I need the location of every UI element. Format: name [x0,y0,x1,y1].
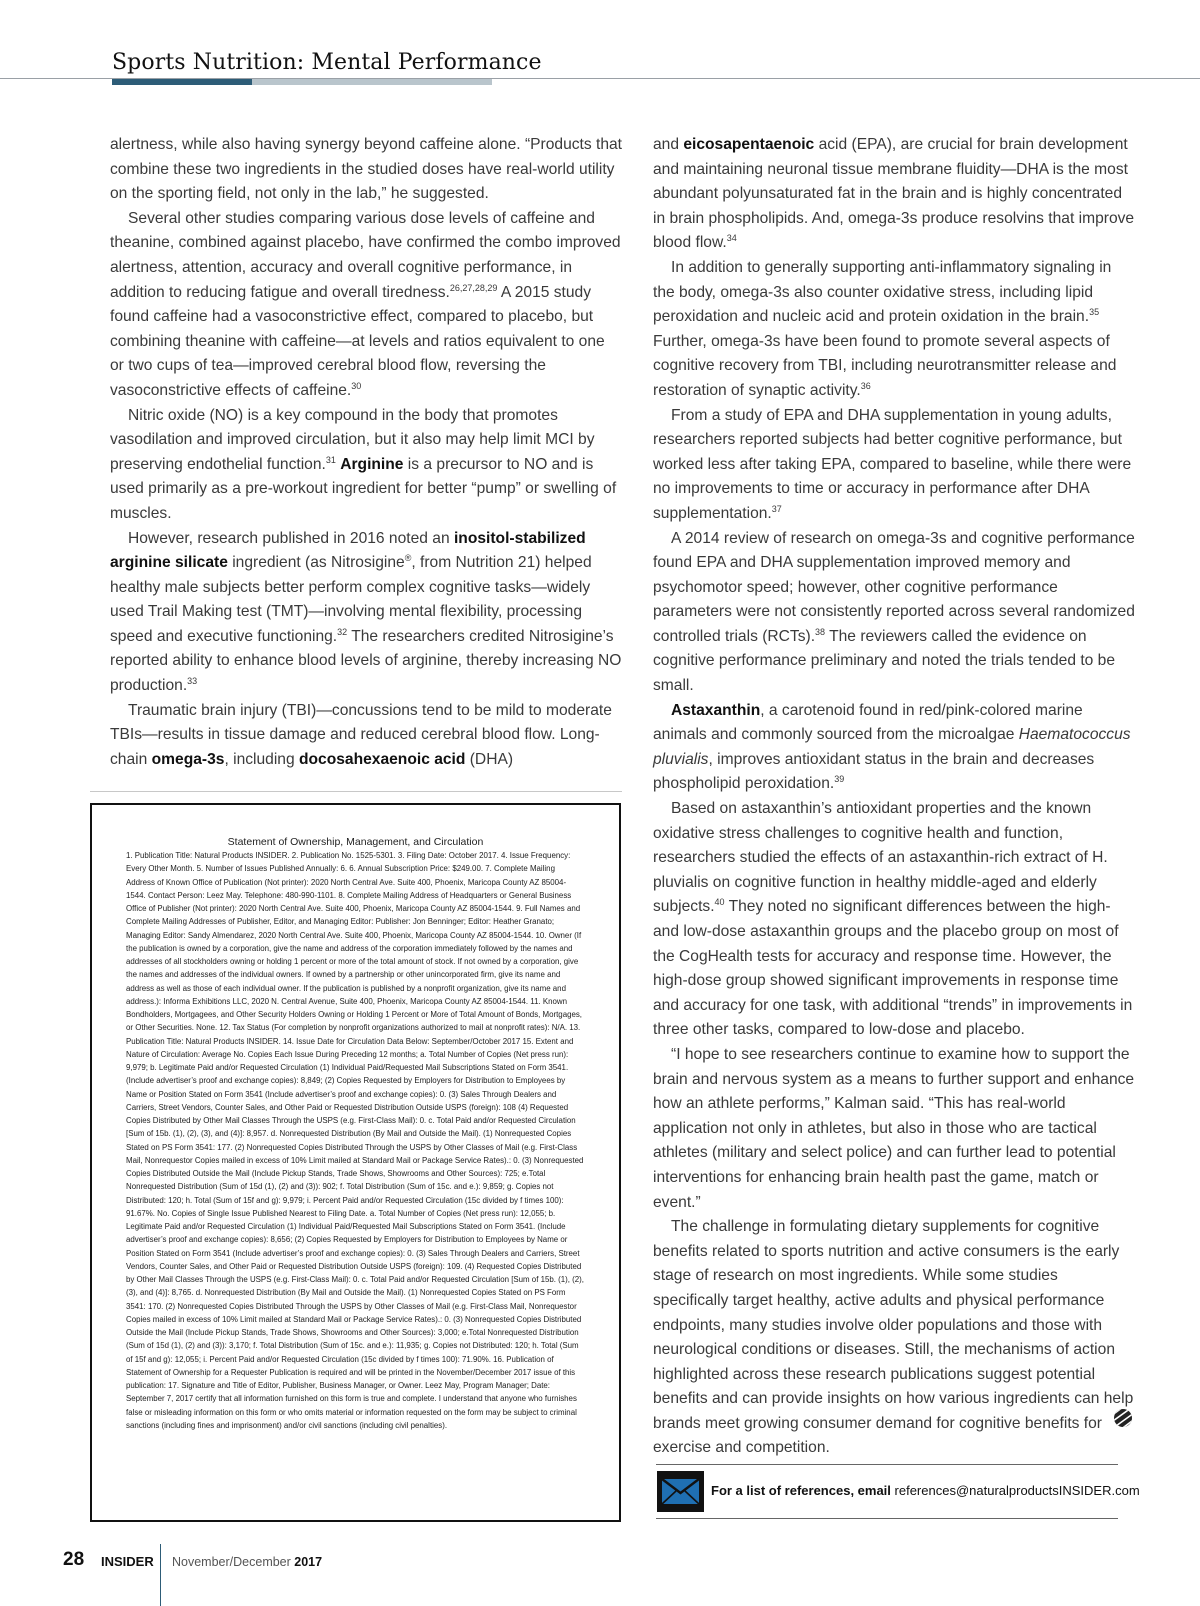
article-paragraph [653,1215,1136,1461]
bold-term: eicosapentaenoic [683,136,815,153]
citation-superscript: 37 [771,503,782,514]
references-email-link[interactable]: references@naturalproductsINSIDER.com [894,1483,1140,1498]
text-run: They noted no significant differences between the high- and low-dose astaxanthin groups and the placebo group on most of the CogHealth tests for accuracy and response time. However, the high-dose group showed significant improvements in response time and accuracy for one task, with additional “trends” in improvements in three other tasks, compared to low-dose and placebo. [653,898,1133,1039]
citation-superscript: 38 [815,626,826,637]
text-run: , a carotenoid found in red/pink-colored marine animals and commonly sourced from the microalgae [653,701,1083,744]
envelope-icon [657,1471,704,1512]
citation-superscript: 34 [726,233,737,244]
page-header-title: Sports Nutrition: Mental Performance [112,50,542,75]
column-divider [90,791,622,792]
article-column-right [653,133,1136,1461]
citation-superscript: 31 [325,454,336,465]
article-paragraph [653,256,1136,404]
page-number: 28 [63,1549,85,1570]
text-run: Traumatic brain injury (TBI)—concussions tend to be mild to moderate TBIs—results in tissue damage and reduced cerebral blood flow. Long-chain [110,701,612,768]
text-run: acid (EPA), are crucial for brain development and maintaining neuronal tissue membrane fluidity—DHA is the most abundant polyunsaturated fat in the brain and is highly concentrated in brain phospholipids. And, omega-3s produce resolvins that improve blood flow. [653,136,1135,252]
article-column-left [110,133,622,772]
text-run: (DHA) [465,750,514,768]
text-run: , improves antioxidant status in the brain and decreases phospholipid peroxidation. [653,750,1095,793]
issue-date [172,1555,322,1569]
citation-superscript: 40 [714,897,725,908]
citation-superscript: 32 [337,626,348,637]
article-paragraph [110,404,622,527]
citation-superscript: 39 [834,774,845,785]
text-run: “I hope to see researchers continue to examine how to support the brain and nervous system as a means to further support and enhance how an athlete performs,” Kalman said. “This has real-world application not only in athletes, but also in those who are tactical athletes (military and select police) and can further lead to potential interventions for enhancing brain health past the game, match or event.” [653,1045,1135,1211]
bold-term: docosahexaenoic acid [299,750,466,768]
citation-superscript: 30 [351,380,362,391]
text-run: In addition to generally supporting anti-inflammatory signaling in the body, omega-3s also counter oxidative stress, including lipid peroxidation and nucleic acid and protein oxidation in the brain. [653,258,1112,326]
bold-term: inositol-stabilized arginine silicate [110,529,586,572]
bold-term: Arginine [340,455,404,473]
text-run: The researchers credited Nitrosigine’s reported ability to enhance blood levels of arginine, thereby increasing NO production. [110,627,622,695]
text-run: Based on astaxanthin’s antioxidant properties and the known oxidative stress challenges to cognitive health and function, researchers studied the effects of an astaxanthin-rich extract of H. pluvialis on cognitive function in healthy middle-aged and elderly subjects. [653,800,1108,916]
article-paragraph [653,527,1136,699]
citation-superscript: 33 [187,675,198,686]
text-run: From a study of EPA and DHA supplementation in young adults, researchers reported subjects had better cognitive performance, but worked less after taking EPA, compared to baseline, while there were no improvements to time or accuracy in performance after DHA supplementation. [653,406,1132,522]
citation-superscript: ® [404,552,412,563]
magazine-name: INSIDER [101,1554,154,1569]
article-paragraph [110,699,622,773]
article-paragraph [110,527,622,699]
statement-of-ownership-box [90,803,621,1522]
references-rule-bottom [656,1518,1118,1519]
text-run: A 2014 review of research on omega-3s and cognitive performance found EPA and DHA supplementation improved memory and psychomotor speed; however, other cognitive performance parameters were not consistently reported across several randomized controlled trials (RCTs). [653,529,1135,645]
striped-ball-icon [1113,1408,1133,1428]
citation-superscript: 36 [860,380,871,391]
issue-year: 2017 [294,1555,323,1569]
text-run: Nitric oxide (NO) is a key compound in the body that promotes vasodilation and improved circulation, but it also may help limit MCI by preserving endothelial function. [110,406,595,473]
text-run: , including [224,750,299,768]
text-run: alertness, while also having synergy beyond caffeine alone. “Products that combine these two ingredients in the studied doses have real-world utility on the sporting field, not only in the lab,” he suggested. [110,136,623,203]
bold-term: omega-3s [151,750,225,768]
article-paragraph [653,797,1136,1043]
text-run: A 2015 study found caffeine had a vasoconstrictive effect, compared to placebo, but combining theanine with caffeine—at levels and ratios equivalent to one or two cups of tea—improved cerebral blood flow, reversing the vasoconstrictive effects of caffeine. [110,283,605,399]
statement-body: 1. Publication Title: Natural Products INSIDER. 2. Publication No. 1525-5301. 3. Filing Date: October 2017. 4. Issue Frequency: Every Other Month. 5. Number of Issues Published Annually: 6. 6. Annual Subscription Price: $249.00. 7. Complete Mailing Address of Known Office of Publication (Not printer): 2020 North Central Ave. Suite 400, Phoenix, Maricopa County AZ 85004-1544. Contact Person: Leez May. Telephone: 480-990-1101. 8. Complete Mailing Address of Headquarters or General Business Office of Publisher (Not printer): 2020 North Central Ave. Suite 400, Phoenix, Maricopa County AZ 85004-1544. 9. Full Names and Complete Mailing Addresses of Publisher, Editor, and Managing Editor: Publisher: Jon Benninger; Editor: Heather Granato; Managing Editor: Sandy Almendarez, 2020 North Central Ave. Suite 400, Phoenix, Maricopa County AZ 85004-1544. 10. Owner (If the publication is owned by a corporation, give the name and address of the corporation immediately followed by the names and addresses of all stockholders owning or holding 1 percent or more of the total amount of stock. If not owned by a corporation, give the names and addresses of the individual owners. If owned by a partnership or other unincorporated firm, give its name and address as well as those of each individual owner. If the publication is published by a nonprofit organization, give its name and address.): Informa Exhibitions LLC, 2020 N. Central Avenue, Suite 400, Phoenix, Maricopa County AZ 85004-1544. 11. Known Bondholders, Mortgagees, and Other Security Holders Owning or Holding 1 Percent or More of Total Amount of Bonds, Mortgages, or Other Securities. None. 12. Tax Status (For completion by nonprofit organizations authorized to mail at nonprofit rates): N/A. 13. Publication Title: Natural Products INSIDER. 14. Issue Date for Circulation Data Below: September/October 2017 15. Extent and Nature of Circulation: Average No. Copies Each Issue During Preceding 12 months; a. Total Number of Copies (Net press run): 9,979; b. Legitimate Paid and/or Requested Circulation (1) Individual Paid/Requested Mail Subscriptions Stated on Form 3541. (Include advertiser’s proof and exchange copies): 8,849; (2) Copies Requested by Employers for Distribution to Employees by Name or Position Stated on Form 3541 (Include advertiser’s proof and exchange copies): 0. (3) Sales Through Dealers and Carriers, Street Vendors, Counter Sales, and Other Paid or Requested Distribution Outside USPS (foreign): 108 (4) Requested Copies Distributed by Other Mail Classes Through the USPS (e.g. First-Class Mail): 0. c. Total Paid and/or Requested Circulation [Sum of 15b. (1), (2), (3), and (4)]: 8,957. d. Nonrequested Distribution (By Mail and Outside the Mail). (1) Nonrequested Copies Stated on PS Form 3541: 177. (2) Nonrequested Copies Distributed Through the USPS by Other Classes of Mail (e.g. First-Class Mail, Nonrequestor Copies mailed in excess of 10% Limit mailed at Standard Mail or Package Service Rates).: 0. (3) Nonrequested Copies Distributed Outside the Mail (Include Pickup Stands, Trade Shows, Showrooms and Other Sources): 725; e.Total Nonrequested Distribution (Sum of 15d (1), (2) and (3)): 902; f. Total Distribution (Sum of 15c. and e.): 9,859; g. Copies not Distributed: 120; h. Total (Sum of 15f and g): 9,979; i. Percent Paid and/or Requested Circulation (15c divided by f times 100): 91.67%. No. Copies of Single Issue Published Nearest to Filing Date. a. Total Number of Copies (Net press run): 12,055; b. Legitimate Paid and/or Requested Circulation (1) Individual Paid/Requested Mail Subscriptions Stated on Form 3541. (Include advertiser’s proof and exchange copies): 8,656; (2) Copies Requested by Employers for Distribution to Employees by Name or Position Stated on Form 3541 (Include advertiser’s proof and exchange copies): 0. (3) Sales Through Dealers and Carriers, Street Vendors, Counter Sales, and Other Paid or Requested Distribution Outside USPS (foreign): 109. (4) Requested Copies Distributed by Other Mail Classes Through the USPS (e.g. First-Class Mail): 0. c. Total Paid and/or Requested Circulation [Sum of 15b. (1), (2), (3), and (4)]: 8,765. d. Nonrequested Distribution (By Mail and Outside the Mail). (1) Nonrequested Copies Stated on PS Form 3541: 170. (2) Nonrequested Copies Distributed Through the USPS by Other Classes of Mail (e.g. First-Class Mail, Nonrequestor Copies mailed in excess of 10% Limit mailed at Standard Mail or Package Service Rates).: 0. (3) Nonrequested Copies Distributed Outside the Mail (Include Pickup Stands, Trade Shows, Showrooms and Other Sources): 3,000; e.Total Nonrequested Distribution (Sum of 15d (1), (2) and (3)): 3,170; f. Total Distribution (Sum of 15c. and e.): 11,935; g. Copies not Distributed: 120; h. Total (Sum of 15f and g): 12,055; i. Percent Paid and/or Requested Circulation (15c divided by f times 100): 71.90%. 16. Publication of Statement of Ownership for a Requester Publication is required and will be printed in the November/December 2017 issue of this publication: 17. Signature and Title of Editor, Publisher, Business Manager, or Owner. Leez May, Program Manager; Date: September 7, 2017 certify that all information furnished on this form is true and complete. I understand that anyone who furnishes false or misleading information on this form or who omits material or information requested on the form may be subject to criminal sanctions (including fines and imprisonment) and/or civil sanctions (including civil penalties). [126,851,584,1430]
statement-title: Statement of Ownership, Management, and Circulation [227,836,484,848]
text-run: and [653,136,684,153]
article-paragraph [653,404,1136,527]
text-run: ingredient (as Nitrosigine [227,554,405,572]
footer-divider [160,1544,161,1606]
bold-term: Astaxanthin [671,701,761,719]
article-paragraph [110,133,622,207]
header-accent-bar [112,79,252,85]
citation-superscript: 26,27,28,29 [449,282,498,293]
text-run: is a precursor to NO and is used primarily as a pre-workout ingredient for better “pump” or swelling of muscles. [110,455,617,522]
text-run: Further, omega-3s have been found to promote several aspects of cognitive recovery from TBI, including neurotransmitter release and restoration of synaptic activity. [653,332,1117,399]
header-accent-bar-light [252,79,492,85]
article-paragraph [653,133,1136,256]
article-paragraph [653,1043,1136,1215]
article-paragraph [110,207,622,404]
italic-term: Haematococcus pluvialis [653,726,1131,768]
text-run: The challenge in formulating dietary supplements for cognitive benefits related to sports nutrition and active consumers is the early stage of research on most ingredients. While some studies specifically target healthy, active adults and physical performance endpoints, many studies involve older populations and those with neurological conditions or diseases. Still, the mechanisms of action highlighted across these research publications suggest potential benefits and can provide insights on how various ingredients can help brands meet growing consumer demand for cognitive benefits for exercise and competition. [653,1218,1134,1457]
references-rule-top [656,1464,1118,1465]
article-paragraph [653,699,1136,797]
references-note [711,1483,1140,1498]
text-run: Several other studies comparing various dose levels of caffeine and theanine, combined against placebo, have confirmed the combo improved alertness, attention, accuracy and overall cognitive performance, in addition to reducing fatigue and overall tiredness. [110,209,621,301]
issue-months: November/December [172,1555,291,1569]
text-run: However, research published in 2016 noted an [128,529,454,547]
text-run: , from Nutrition 21) helped healthy male subjects better perform complex cognitive tasks—widely used Trail Making test (TMT)—involving mental flexibility, processing speed and executive functioning. [110,554,592,645]
references-lead: For a list of references, email [711,1483,895,1498]
citation-superscript: 35 [1089,306,1100,317]
text-run: The reviewers called the evidence on cognitive performance preliminary and noted the trials tended to be small. [653,627,1116,695]
